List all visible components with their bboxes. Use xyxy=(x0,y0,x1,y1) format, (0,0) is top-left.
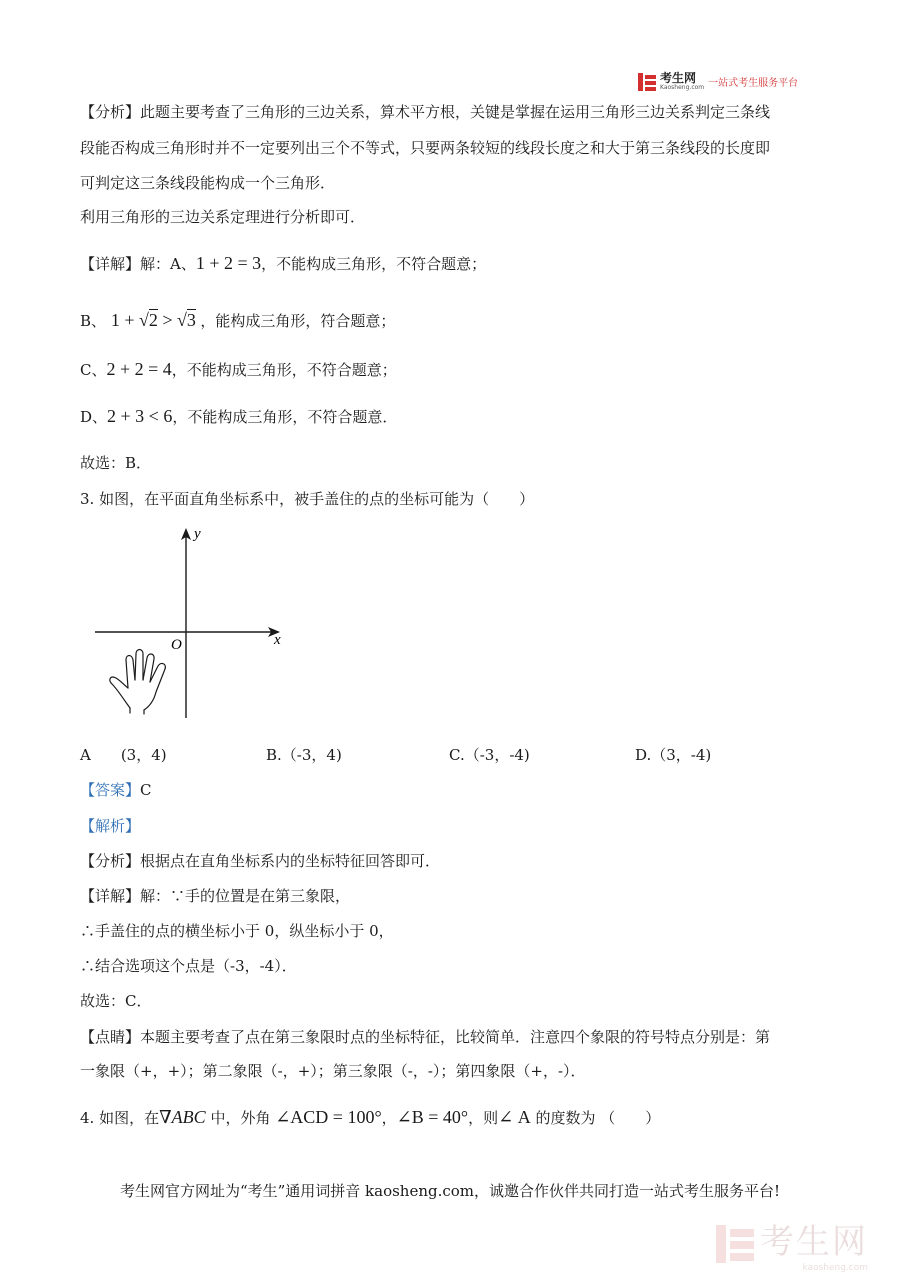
footer-text: 考生网官方网址为“考生”通用词拼音 kaosheng.com，诚邀合作伙伴共同打造一站式考生服务平台! xyxy=(119,1182,781,1200)
detail-c xyxy=(80,358,397,381)
site-logo xyxy=(638,72,798,91)
analysis-3: 【分析】根据点在直角坐标系内的坐标特征回答即可． xyxy=(80,852,441,870)
jiexi-label: 【解析】 xyxy=(80,817,141,835)
detail-3-line-3: ∴结合选项这个点是（-3，-4）． xyxy=(80,957,297,975)
detail-d-prefix: D、 xyxy=(80,408,108,426)
detail-c-math: 2 + 2 = 4 xyxy=(106,359,172,379)
detail-d xyxy=(80,405,397,428)
answer-line xyxy=(80,779,152,801)
y-axis-label: y xyxy=(194,526,201,542)
answer-value: C xyxy=(140,781,152,799)
question-4: 4. 如图，在∇ABC 中，外角 ∠ACD = 100°，∠B = 40°，则∠ A 的度数为 （ ） xyxy=(80,1107,661,1127)
triangle-abc: ∇ABC xyxy=(159,1107,206,1127)
detail-b-suffix: ，能构成三角形，符合题意； xyxy=(200,312,396,330)
detail-c-suffix: ，不能构成三角形，不符合题意； xyxy=(171,361,397,379)
detail-b-prefix: B、 xyxy=(80,312,107,330)
logo-url: Kaosheng.com xyxy=(660,84,705,91)
angle-a: ∠ A xyxy=(498,1107,531,1127)
detail-a-prefix: 【详解】解：A、 xyxy=(80,255,196,273)
choose-3: 故选：C． xyxy=(80,992,152,1010)
watermark xyxy=(716,1214,868,1273)
analysis-line-2: 段能否构成三角形时并不一定要列出三个不等式，只要两条较短的线段长度之和大于第三条线段的长度即 xyxy=(80,139,771,157)
option-c: C.（-3，-4) xyxy=(449,746,530,764)
question-3: 3. 如图，在平面直角坐标系中，被手盖住的点的坐标可能为（ ） xyxy=(80,490,535,508)
sqrt-symbol: √ xyxy=(177,310,187,330)
option-d: D.（3，-4) xyxy=(635,746,712,764)
detail-d-math: 2 + 3 < 6 xyxy=(107,406,173,426)
option-a: A (3，4) xyxy=(80,746,167,764)
angle-acd: ∠ACD = 100° xyxy=(275,1107,382,1127)
detail-3-line-1: 【详解】解：∵手的位置是在第三象限， xyxy=(80,887,351,905)
detail-a-math: 1 + 2 = 3 xyxy=(195,253,262,273)
comment-line-1: 【点睛】本题主要考查了点在第三象限时点的坐标特征，比较简单．注意四个象限的符号特点分别是：第 xyxy=(80,1028,771,1046)
x-axis-label: x xyxy=(274,632,281,648)
detail-3-line-2: ∴手盖住的点的横坐标小于 0，纵坐标小于 0， xyxy=(80,922,394,940)
logo-icon xyxy=(638,73,656,91)
comment-line-2: 一象限（+，+）；第二象限（-，+）；第三象限（-，-）；第四象限（+，-）． xyxy=(80,1062,586,1080)
watermark-text: 考生网 xyxy=(760,1222,868,1262)
option-b: B.（-3，4) xyxy=(266,746,342,764)
analysis-line-4: 利用三角形的三边关系定理进行分析即可． xyxy=(80,208,366,226)
hand-icon xyxy=(110,650,165,715)
choose-1: 故选：B． xyxy=(80,454,152,472)
detail-a-suffix: ，不能构成三角形，不符合题意； xyxy=(261,255,487,273)
coordinate-figure xyxy=(90,520,290,720)
analysis-line-1: 【分析】此题主要考查了三角形的三边关系，算术平方根，关键是掌握在运用三角形三边关系判定三条线 xyxy=(80,103,771,121)
logo-text: 考生网 xyxy=(660,71,697,85)
sqrt-symbol: √ xyxy=(138,310,149,330)
watermark-url: kaosheng.com xyxy=(802,1263,868,1273)
detail-b xyxy=(80,309,395,339)
detail-a xyxy=(80,252,486,275)
origin-label: O xyxy=(171,637,182,653)
answer-label: 【答案】 xyxy=(80,781,141,799)
detail-d-suffix: ，不能构成三角形，不符合题意． xyxy=(172,408,398,426)
detail-b-math: 1 + √2 > √3 xyxy=(110,310,196,330)
logo-slogan: 一站式考生服务平台 xyxy=(708,78,799,89)
angle-b: ∠B = 40° xyxy=(396,1107,469,1127)
analysis-line-3: 可判定这三条线段能构成一个三角形． xyxy=(80,174,336,192)
watermark-logo-icon xyxy=(716,1225,754,1263)
detail-c-prefix: C、 xyxy=(80,361,107,379)
